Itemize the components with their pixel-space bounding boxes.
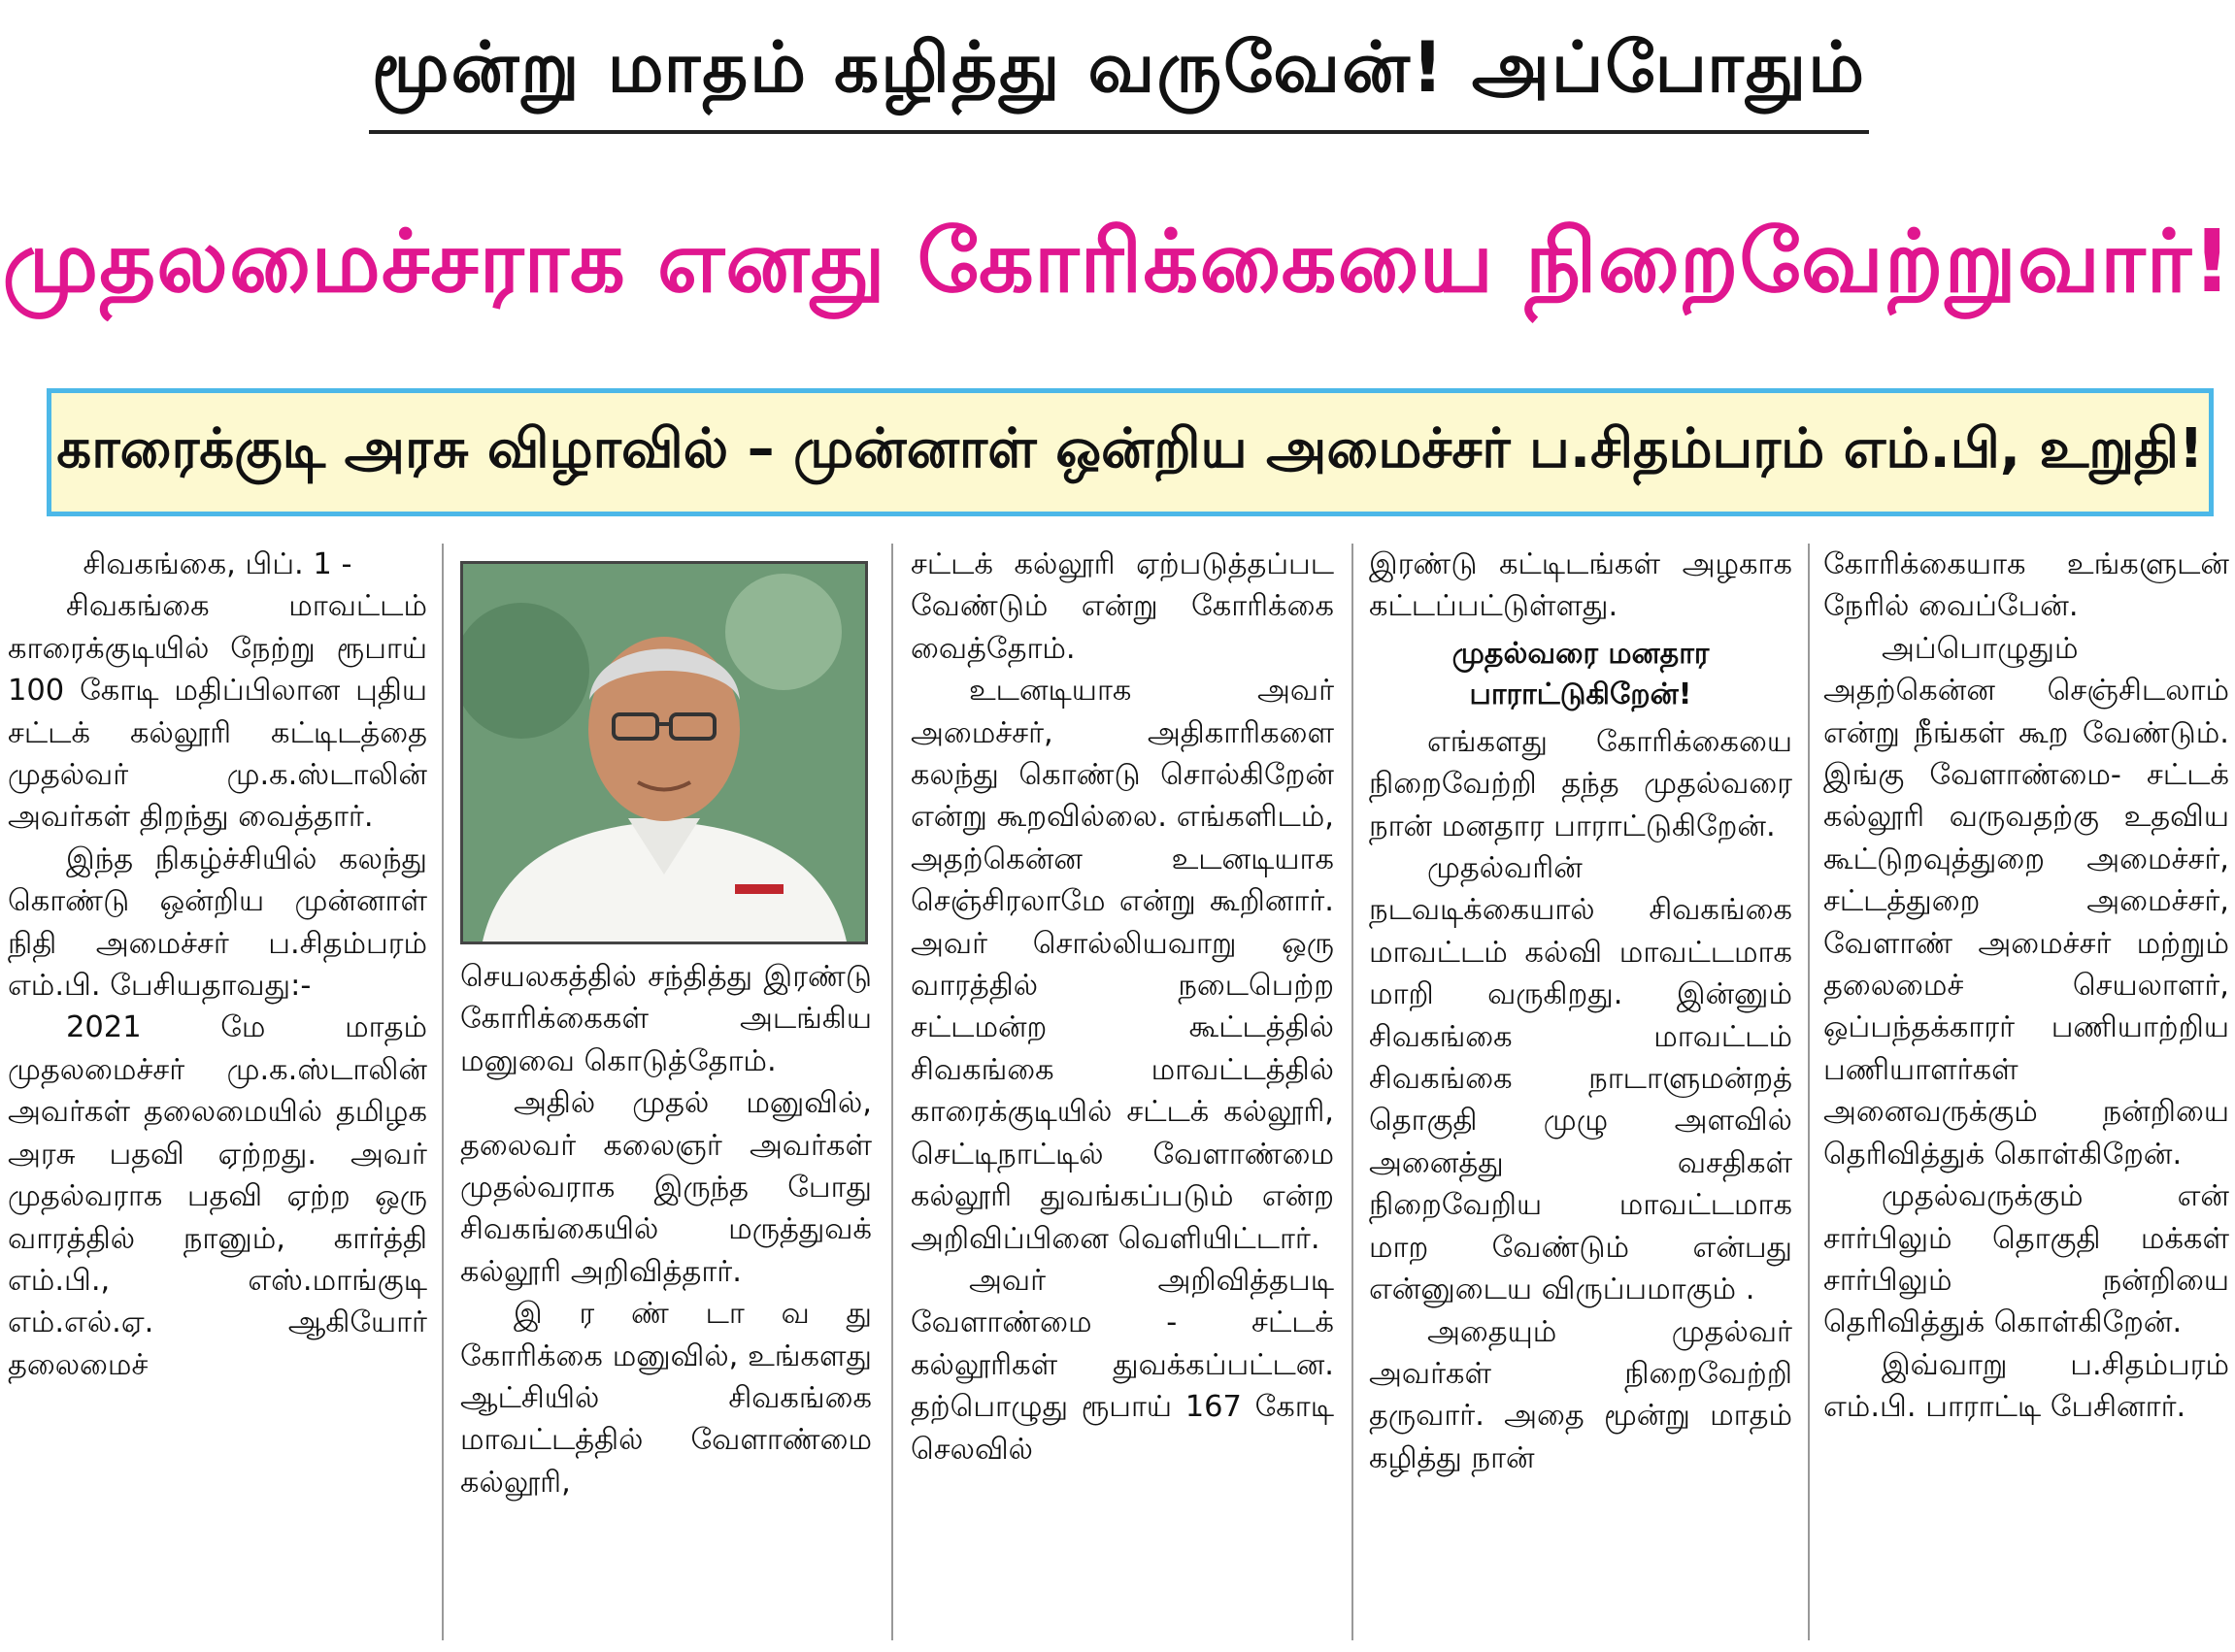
portrait-photo [460, 561, 868, 944]
paragraph: இவ்வாறு ப.சிதம்பரம் எம்.பி. பாராட்டி பேசினார். [1823, 1347, 2229, 1425]
paragraph: அதில் முதல் மனுவில், தலைவர் கலைஞர் அவர்கள் முதல்வராக இருந்த போது சிவகங்கையில் மருத்துவக் கல்லூரி அறிவித்தார். [460, 1086, 872, 1289]
paragraph: இ ர ண் டா வ து கோரிக்கை மனுவில், உங்களது ஆட்சியில் சிவகங்கை மாவட்டத்தில் வேளாண்மை கல்லூரி, [460, 1297, 872, 1500]
paragraph: எங்களது கோரிக்கையை நிறைவேற்றி தந்த முதல்வரை நான் மனதார பாராட்டுகிறேன். [1369, 724, 1792, 843]
article-column-3 [911, 544, 1334, 1640]
subheadline-banner: காரைக்குடி அரசு விழாவில் – முன்னாள் ஒன்றிய அமைச்சர் ப.சிதம்பரம் எம்.பி, உறுதி! [47, 388, 2214, 516]
paragraph: முதல்வரின் நடவடிக்கையால் சிவகங்கை மாவட்டம் கல்வி மாவட்டமாக மாறி வருகிறது. இன்னும் சிவகங்கை மாவட்டம் சிவகங்கை நாடாளுமன்றத் தொகுதி முழு அளவில் அனைத்து வசதிகள் நிறைவேறிய மாவட்டமாக மாற வேண்டும் என்பது என்னுடைய விருப்பமாகும் . [1369, 851, 1792, 1307]
paragraph: சட்டக் கல்லூரி ஏற்படுத்தப்பட வேண்டும் என்று கோரிக்கை வைத்தோம். [911, 547, 1334, 666]
article-column-4 [1369, 544, 1792, 1640]
dateline: சிவகங்கை, பிப். 1 - [83, 547, 352, 581]
paragraph: இரண்டு கட்டிடங்கள் அழகாக கட்டப்பட்டுள்ளது. [1369, 547, 1792, 624]
paragraph: உடனடியாக அவர் அமைச்சர், அதிகாரிகளை கலந்து கொண்டு சொல்கிறேன் என்று கூறவில்லை. எங்களிடம், அதற்கென்ன உடனடியாக செஞ்சிரலாமே என்று கூறினார். அவர் சொல்லியவாறு ஒரு வாரத்தில் நடைபெற்ற சட்டமன்ற கூட்டத்தில் சிவகங்கை மாவட்டத்தில் காரைக்குடியில் சட்டக் கல்லூரி, செட்டிநாட்டில் வேளாண்மை கல்லூரி துவங்கப்படும் என்ற அறிவிப்பினை வெளியிட்டார். [911, 674, 1334, 1256]
inline-subheading: முதல்வரை மனதார பாராட்டுகிறேன்! [1451, 636, 1710, 711]
column-rule [442, 544, 444, 1640]
paragraph: அதையும் முதல்வர் அவர்கள் நிறைவேற்றி தருவார். அதை மூன்று மாதம் கழித்து நான் [1369, 1314, 1792, 1475]
paragraph: இந்த நிகழ்ச்சியில் கலந்து கொண்டு ஒன்றிய முன்னாள் நிதி அமைச்சர் ப.சிதம்பரம் எம்.பி. பேசியதாவது:- [8, 842, 427, 1004]
person-portrait-icon [463, 564, 865, 942]
paragraph: கோரிக்கையாக உங்களுடன் நேரில் வைப்பேன். [1823, 547, 2229, 624]
paragraph: முதல்வருக்கும் என் சார்பிலும் தொகுதி மக்கள் சார்பிலும் நன்றியை தெரிவித்துக் கொள்கிறேன். [1823, 1179, 2229, 1340]
column-rule [1808, 544, 1810, 1640]
paragraph: 2021 மே மாதம் முதலமைச்சர் மு.க.ஸ்டாலின் அவர்கள் தலைமையில் தமிழக அரசு பதவி ஏற்றது. அவர் முதல்வராக பதவி ஏற்ற ஒரு வாரத்தில் நானும், கார்த்தி எம்.பி., எஸ்.மாங்குடி எம்.எல்.ஏ. ஆகியோர் தலைமைச் [8, 1010, 427, 1382]
kicker-headline: மூன்று மாதம் கழித்து வருவேன்! அப்போதும் [369, 14, 1869, 134]
paragraph: செயலகத்தில் சந்தித்து இரண்டு கோரிக்கைகள் அடங்கிய மனுவை கொடுத்தோம். [460, 960, 872, 1078]
paragraph: அவர் அறிவித்தபடி வேளாண்மை - சட்டக் கல்லூரிகள் துவக்கப்பட்டன. தற்பொழுது ரூபாய் 167 கோடி செலவில் [911, 1263, 1334, 1467]
article-column-1 [8, 544, 427, 1640]
column-rule [891, 544, 893, 1640]
paragraph: சிவகங்கை மாவட்டம் காரைக்குடியில் நேற்று ரூபாய் 100 கோடி மதிப்பிலான புதிய சட்டக் கல்லூரி கட்டிடத்தை முதல்வர் மு.க.ஸ்டாலின் அவர்கள் திறந்து வைத்தார். [8, 589, 427, 835]
paragraph: அப்பொழுதும் அதற்கென்ன செஞ்சிடலாம் என்று நீங்கள் கூற வேண்டும். இங்கு வேளாண்மை- சட்டக் கல்லூரி வருவதற்கு உதவிய கூட்டுறவுத்துறை அமைச்சர், சட்டத்துறை அமைச்சர், வேளாண் அமைச்சர் மற்றும் தலைமைச் செயலாளர், ஒப்பந்தக்காரர் பணியாற்றிய பணியாளர்கள் அனைவருக்கும் நன்றியை தெரிவித்துக் கொள்கிறேன். [1823, 631, 2229, 1172]
column-rule [1351, 544, 1353, 1640]
main-headline: முதலமைச்சராக எனது கோரிக்கையை நிறைவேற்றுவார்! [2, 210, 2233, 312]
article-column-5 [1823, 544, 2229, 1640]
article-column-2 [460, 956, 872, 1640]
